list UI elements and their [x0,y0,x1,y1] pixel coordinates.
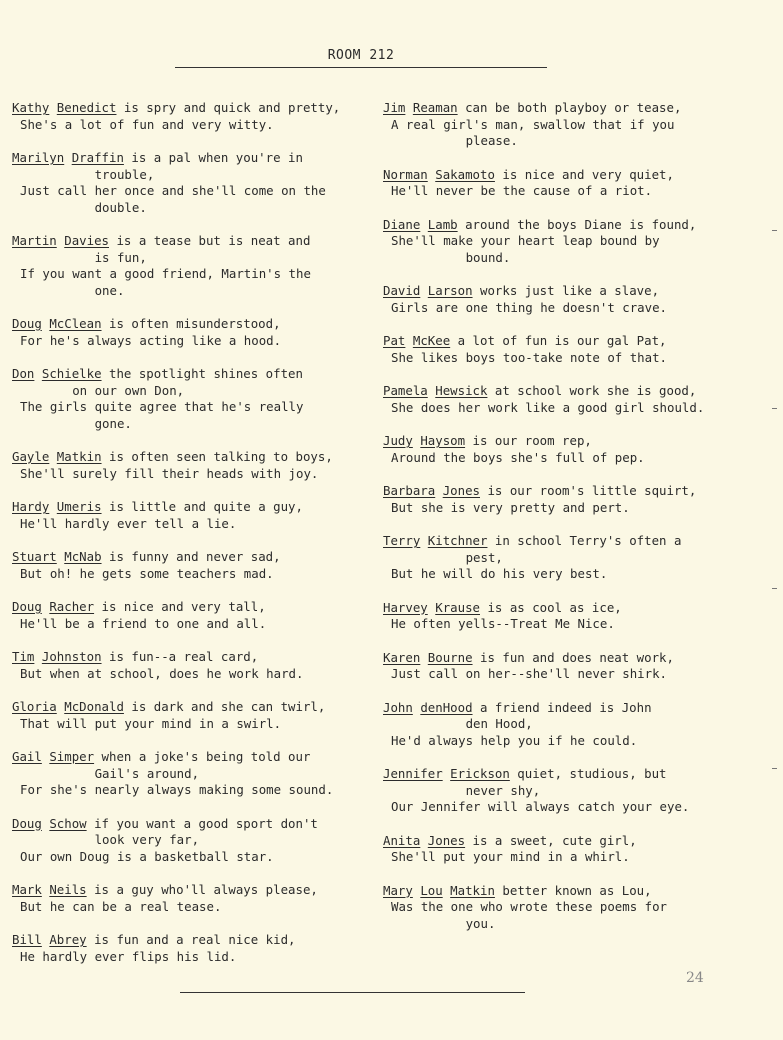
poem-first-line [383,283,778,300]
poem-line: Was the one who wrote these poems for [391,899,668,914]
student-name: denHood [420,699,473,715]
student-name: Diane [383,216,421,232]
poem-first-line [383,650,778,667]
poem-text: quiet, studious, but [509,766,667,781]
poem-entry [12,449,380,482]
student-name: Simper [49,749,95,764]
poem-entry [12,316,380,349]
poem-entry [383,383,778,416]
poem-entry [12,882,380,915]
student-name: John [383,699,413,715]
poem-line: Our Jennifer will always catch your eye. [391,799,690,814]
poem-line: please. [391,133,518,148]
poem-line: But when at school, does he work hard. [20,665,304,681]
poem-line: pest, [391,549,503,565]
poem-text: a friend indeed is John [472,699,652,715]
poem-line: He'll be a friend to one and all. [20,615,267,631]
poem-text: can be both playboy or tease, [457,100,682,115]
poem-line: She does her work like a good girl should. [391,399,705,415]
student-name: Jones [442,483,480,498]
poem-first-line [383,167,778,184]
student-name: Martin [12,233,57,248]
student-name: Judy [383,433,413,448]
poem-line: She likes boys too-take note of that. [391,349,668,365]
right-poem-column [383,100,778,949]
poem-text: is our room's little squirt, [480,483,697,498]
poem-line: But she is very pretty and pert. [391,499,630,515]
poem-first-line [12,150,380,167]
poem-entry [12,150,380,216]
poem-line: trouble, [20,166,155,182]
poem-text: is nice and very quiet, [494,166,674,182]
poem-text: if you want a good sport don't [86,815,318,831]
poem-entry [383,483,778,516]
poem-line: But he will do his very best. [391,566,608,581]
left-poem-column [12,100,380,982]
student-name: Don [12,366,35,381]
poem-line: double. [20,199,147,215]
poem-line: you. [391,915,496,931]
poem-entry [12,549,380,582]
poem-line: He often yells--Treat Me Nice. [391,616,615,631]
student-name: Jennifer [383,766,443,781]
student-name: David [383,283,421,298]
poem-text: is often misunderstood, [101,316,281,331]
poem-line: one. [20,282,125,298]
poem-line: gone. [20,415,132,431]
student-name: Matkin [56,449,102,464]
poem-entry [12,699,380,732]
poem-entry [12,366,380,432]
student-name: Gail [12,749,42,764]
poem-text: is spry and quick and pretty, [116,100,341,115]
poem-line: That will put your mind in a swirl. [20,715,282,731]
student-name: Kitchner [427,533,488,548]
student-name: Hardy [12,499,50,514]
student-name: Mark [12,882,42,897]
poem-line: Just call on her--she'll never shirk. [391,666,668,681]
student-name: Stuart [12,549,57,564]
student-name: Lou [420,882,443,898]
poem-first-line [12,749,380,766]
poem-first-line [12,649,380,666]
poem-text: when a joke's being told our [94,749,311,764]
poem-first-line [383,217,778,234]
poem-entry [383,433,778,466]
poem-first-line [12,699,380,716]
poem-entry [383,833,778,866]
poem-first-line [12,549,380,566]
student-name: Bill [12,932,42,947]
student-name: Johnston [41,649,102,664]
poem-first-line [12,233,380,250]
student-name: Norman [383,166,428,182]
poem-text: is fun--a real card, [101,649,259,664]
poem-text: the spotlight shines often [101,366,303,381]
poem-text: is a guy who'll always please, [86,882,318,897]
student-name: Jones [427,832,466,848]
student-name: Pamela [383,383,428,398]
poem-line: bound. [391,249,511,265]
poem-text: is funny and never sad, [101,549,281,564]
poem-line: She'll put your mind in a whirl. [391,849,630,864]
student-name: Marilyn [12,150,65,165]
title-underline [175,67,547,68]
poem-first-line [12,366,380,383]
poem-text: around the boys Diane is found, [457,216,697,232]
student-name: Davies [64,233,109,248]
poem-line: den Hood, [391,716,533,731]
poem-entry [12,816,380,866]
student-name: Tim [12,649,35,664]
student-name: Bourne [427,649,473,665]
page-number-mark: 24 [686,970,704,986]
poem-first-line [383,833,778,850]
poem-entry [383,533,778,583]
poem-line: The girls quite agree that he's really [20,399,304,414]
student-name: Doug [12,316,42,331]
poem-line: He'd always help you if he could. [391,732,638,748]
student-name: McDonald [64,699,124,714]
poem-first-line [12,316,380,333]
poem-text: is fun and a real nice kid, [86,932,296,947]
poem-first-line [383,600,778,617]
poem-first-line [12,816,380,833]
poem-first-line [383,883,778,900]
student-name: Krause [435,599,480,615]
student-name: McNab [64,549,102,564]
poem-line: She's a lot of fun and very witty. [20,116,274,132]
poem-text: is dark and she can twirl, [123,699,326,714]
poem-entry [12,499,380,532]
poem-entry [383,700,778,750]
poem-line: on our own Don, [20,382,185,398]
student-name: McClean [49,316,102,331]
poem-entry [12,599,380,632]
poem-entry [383,283,778,316]
margin-mark [772,230,777,231]
student-name: Mary [383,882,413,898]
student-name: Matkin [450,882,495,898]
student-name: Gloria [12,699,57,714]
student-name: Schow [49,815,87,831]
student-name: Jim [383,100,406,115]
student-name: Gayle [12,449,50,464]
poem-text: is fun and does neat work, [472,649,674,665]
poem-line: is fun, [20,249,147,265]
student-name: Kathy [12,100,50,115]
student-name: Haysom [420,433,466,448]
poem-line: Around the boys she's full of pep. [391,449,645,465]
student-name: Doug [12,599,42,614]
poem-line: But oh! he gets some teachers mad. [20,565,274,581]
student-name: Barbara [383,483,436,498]
poem-entry [383,883,778,933]
margin-mark [772,768,777,769]
student-name: Pat [383,333,406,348]
poem-text: is our room rep, [465,433,592,448]
poem-line: He'll hardly ever tell a lie. [20,515,237,531]
poem-text: is a sweet, cute girl, [465,832,637,848]
student-name: McKee [412,333,451,348]
student-name: Hewsick [435,383,488,398]
student-name: Umeris [56,499,102,514]
poem-line: Just call her once and she'll come on the [20,183,326,198]
student-name: Doug [12,815,42,831]
student-name: Draffin [71,150,124,165]
poem-line: A real girl's man, swallow that if you [391,116,675,132]
poem-text: is a tease but is neat and [109,233,311,248]
student-name: Erickson [450,766,510,781]
poem-entry [383,650,778,683]
poem-first-line [12,932,380,949]
poem-text: better known as Lou, [494,882,652,898]
poem-text: is as cool as ice, [480,599,622,615]
poem-first-line [383,383,778,400]
poem-text: is nice and very tall, [94,599,266,614]
poem-text: works just like a slave, [472,283,660,298]
poem-line: But he can be a real tease. [20,898,222,914]
student-name: Terry [383,533,421,548]
poem-first-line [12,449,380,466]
student-name: Harvey [383,599,428,615]
poem-first-line [383,483,778,500]
margin-mark [772,408,777,409]
student-name: Benedict [56,100,117,115]
student-name: Reaman [412,100,458,115]
poem-first-line [383,100,778,117]
footer-divider [180,992,525,993]
student-name: Abrey [49,932,87,947]
poem-line: He'll never be the cause of a riot. [391,183,653,198]
student-name: Schielke [41,366,102,381]
poem-entry [12,932,380,965]
poem-first-line [383,766,778,783]
poem-text: is little and quite a guy, [101,499,303,514]
student-name: Racher [49,599,95,614]
poem-line: For he's always acting like a hood. [20,332,282,348]
poem-first-line [383,333,778,350]
poem-entry [383,167,778,200]
poem-line: She'll make your heart leap bound by [391,233,660,248]
margin-mark [772,588,777,589]
poem-entry [12,233,380,299]
poem-entry [12,649,380,682]
poem-first-line [383,433,778,450]
page-title: ROOM 212 [327,48,395,63]
poem-text: a lot of fun is our gal Pat, [450,333,667,348]
poem-entry [383,600,778,633]
student-name: Anita [383,832,421,848]
poem-text: is a pal when you're in [123,150,303,165]
poem-first-line [383,700,778,717]
poem-text: at school work she is good, [487,383,697,398]
student-name: Sakamoto [435,166,495,182]
poem-first-line [12,882,380,899]
poem-line: For she's nearly always making some sound. [20,782,334,797]
poem-first-line [12,100,380,117]
poem-line: never shy, [391,782,541,798]
student-name: Neils [49,882,87,897]
poem-entry [383,217,778,267]
poem-first-line [383,533,778,550]
poem-entry [12,749,380,799]
poem-first-line [12,499,380,516]
poem-line: She'll surely fill their heads with joy. [20,465,319,481]
student-name: Karen [383,649,421,665]
student-name: Lamb [427,216,458,232]
poem-line: Gail's around, [20,765,200,781]
poem-entry [383,766,778,816]
poem-text: in school Terry's often a [487,533,682,548]
poem-line: Our own Doug is a basketball star. [20,848,274,864]
poem-line: Girls are one thing he doesn't crave. [391,299,668,315]
poem-entry [12,100,380,133]
poem-text: is often seen talking to boys, [101,449,333,464]
poem-entry [383,100,778,150]
poem-entry [383,333,778,366]
poem-line: If you want a good friend, Martin's the [20,266,311,281]
poem-line: He hardly ever flips his lid. [20,948,237,964]
poem-first-line [12,599,380,616]
student-name: Larson [427,283,473,298]
poem-line: look very far, [20,832,200,847]
